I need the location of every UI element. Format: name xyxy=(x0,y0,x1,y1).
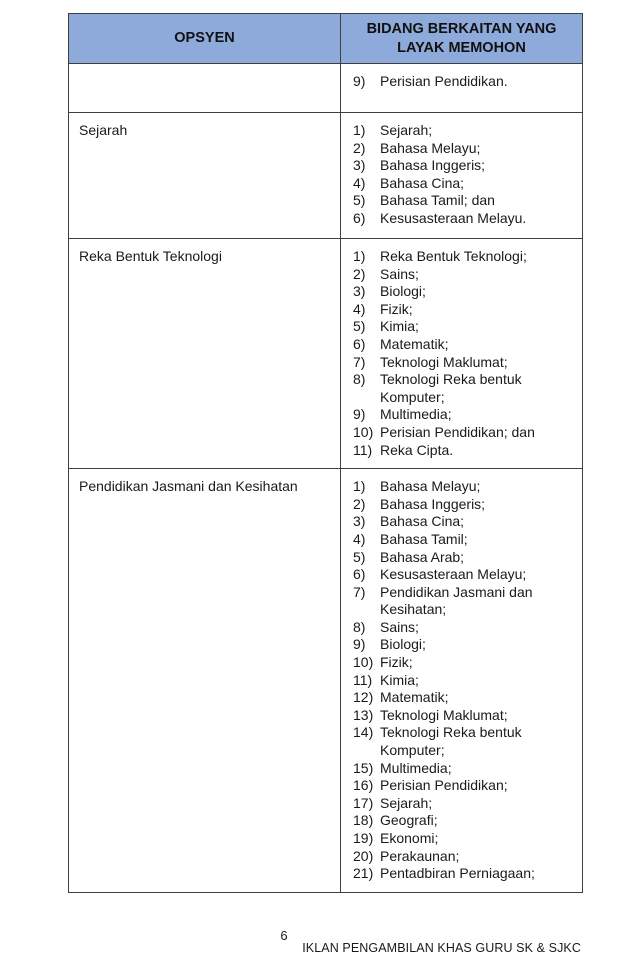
item-number: 1) xyxy=(353,478,366,495)
table-row xyxy=(69,239,583,469)
opsyen-cell-text: Sejarah xyxy=(79,122,128,138)
item-text: Perisian Pendidikan; dan xyxy=(380,423,535,440)
bidang-list-item xyxy=(353,777,574,795)
item-number: 11) xyxy=(353,441,373,458)
bidang-cell xyxy=(341,113,583,239)
item-number: 1) xyxy=(353,248,366,264)
bidang-cell xyxy=(341,469,583,893)
item-number: 6) xyxy=(353,566,366,583)
item-text: Kimia; xyxy=(380,318,419,335)
item-number: 5) xyxy=(353,318,366,335)
item-text: Teknologi Maklumat; xyxy=(380,353,508,370)
opsyen-bidang-table xyxy=(68,13,583,893)
item-text: Multimedia; xyxy=(380,759,452,776)
item-text: Fizik; xyxy=(380,654,413,671)
item-number: 16) xyxy=(353,777,374,794)
bidang-list-item xyxy=(353,336,574,354)
item-number: 21) xyxy=(353,865,374,882)
item-text: Bahasa Melayu; xyxy=(380,139,481,156)
item-text: Sains; xyxy=(380,265,419,282)
item-number: 9) xyxy=(353,636,366,653)
item-text: Biologi; xyxy=(380,636,426,653)
item-number: 8) xyxy=(353,371,366,388)
item-text: Bahasa Tamil; xyxy=(380,530,468,547)
item-number: 10) xyxy=(353,654,374,671)
opsyen-cell xyxy=(69,113,341,239)
item-number: 13) xyxy=(353,706,374,723)
item-text: Fizik; xyxy=(380,300,413,317)
item-text: Pentadbiran Perniagaan; xyxy=(380,865,535,882)
bidang-cell xyxy=(341,64,583,113)
item-number: 6) xyxy=(353,335,366,352)
item-text: Bahasa Melayu; xyxy=(380,478,481,495)
item-text: Sejarah; xyxy=(380,122,433,138)
opsyen-cell-text: Reka Bentuk Teknologi xyxy=(79,248,222,264)
item-number: 2) xyxy=(353,265,366,282)
item-text: Sains; xyxy=(380,618,419,635)
bidang-list-item xyxy=(353,795,574,813)
table-row xyxy=(69,64,583,113)
opsyen-cell xyxy=(69,239,341,469)
item-text: Perakaunan; xyxy=(380,847,460,864)
item-text: Sejarah; xyxy=(380,794,433,811)
bidang-list-item xyxy=(353,848,574,866)
item-text: Teknologi Maklumat; xyxy=(380,706,508,723)
bidang-list-item xyxy=(353,192,574,210)
item-number: 12) xyxy=(353,689,374,706)
bidang-list-item xyxy=(353,707,574,725)
item-text: Perisian Pendidikan; xyxy=(380,777,508,794)
bidang-list-item xyxy=(353,724,574,759)
item-number: 5) xyxy=(353,192,366,209)
item-text: Reka Cipta. xyxy=(380,441,454,458)
item-text: Perisian Pendidikan. xyxy=(380,73,508,89)
item-text: Teknologi Reka bentuk Komputer; xyxy=(380,371,522,405)
bidang-list-item xyxy=(353,636,574,654)
item-number: 11) xyxy=(353,671,373,688)
bidang-list-item xyxy=(353,672,574,690)
item-text: Bahasa Inggeris; xyxy=(380,157,486,174)
header-cell-opsyen: OPSYEN xyxy=(69,14,341,64)
bidang-list xyxy=(353,122,574,228)
bidang-list-item xyxy=(353,689,574,707)
item-number: 15) xyxy=(353,759,374,776)
item-number: 7) xyxy=(353,583,366,600)
bidang-list-item xyxy=(353,619,574,637)
opsyen-cell xyxy=(69,64,341,113)
bidang-list-item xyxy=(353,442,574,460)
bidang-list-item xyxy=(353,406,574,424)
item-number: 9) xyxy=(353,406,366,423)
item-number: 4) xyxy=(353,174,366,191)
item-number: 20) xyxy=(353,847,374,864)
bidang-list-item xyxy=(353,210,574,228)
item-number: 19) xyxy=(353,830,374,846)
bidang-list-item xyxy=(353,531,574,549)
page-number: 6 xyxy=(280,928,288,943)
bidang-list-item xyxy=(353,140,574,158)
item-text: Bahasa Cina; xyxy=(380,513,465,530)
bidang-list-item xyxy=(353,424,574,442)
table-row xyxy=(69,113,583,239)
item-text: Multimedia; xyxy=(380,406,452,423)
bidang-list-item xyxy=(353,566,574,584)
bidang-list-item xyxy=(353,513,574,531)
opsyen-cell-text: Pendidikan Jasmani dan Kesihatan xyxy=(79,478,298,495)
bidang-list xyxy=(353,248,574,459)
item-number: 7) xyxy=(353,353,366,370)
item-text: Matematik; xyxy=(380,335,449,352)
bidang-list-item xyxy=(353,354,574,372)
bidang-list-item xyxy=(353,496,574,514)
item-number: 8) xyxy=(353,618,366,635)
header-cell-bidang: BIDANG BERKAITAN YANG LAYAK MEMOHON xyxy=(341,14,583,64)
bidang-list-item xyxy=(353,549,574,567)
item-number: 4) xyxy=(353,300,366,317)
footer-caption: IKLAN PENGAMBILAN KHAS GURU SK & SJKC xyxy=(302,941,581,955)
item-number: 3) xyxy=(353,283,366,300)
item-number: 3) xyxy=(353,513,366,530)
item-number: 2) xyxy=(353,495,366,512)
bidang-list-item xyxy=(353,248,574,266)
bidang-list-item xyxy=(353,584,574,619)
bidang-list-item xyxy=(353,73,574,91)
item-text: Ekonomi; xyxy=(380,830,439,846)
item-number: 9) xyxy=(353,73,366,89)
item-text: Bahasa Tamil; dan xyxy=(380,192,495,209)
table-body xyxy=(69,64,583,893)
bidang-list-item xyxy=(353,318,574,336)
bidang-list xyxy=(353,73,574,91)
item-text: Teknologi Reka bentuk Komputer; xyxy=(380,724,522,759)
item-text: Reka Bentuk Teknologi; xyxy=(380,248,527,264)
item-text: Kimia; xyxy=(380,671,419,688)
item-text: Bahasa Cina; xyxy=(380,174,465,191)
item-number: 17) xyxy=(353,794,374,811)
item-number: 18) xyxy=(353,812,374,829)
bidang-list xyxy=(353,478,574,883)
bidang-cell xyxy=(341,239,583,469)
bidang-list-item xyxy=(353,760,574,778)
bidang-list-item xyxy=(353,654,574,672)
bidang-list-item xyxy=(353,175,574,193)
bidang-list-item xyxy=(353,301,574,319)
item-number: 10) xyxy=(353,423,374,440)
bidang-list-item xyxy=(353,830,574,848)
opsyen-cell xyxy=(69,469,341,893)
item-text: Bahasa Arab; xyxy=(380,548,465,565)
item-text: Bahasa Inggeris; xyxy=(380,495,486,512)
item-number: 14) xyxy=(353,724,374,741)
item-text: Kesusasteraan Melayu; xyxy=(380,566,527,583)
item-number: 5) xyxy=(353,548,366,565)
table-header xyxy=(69,14,583,64)
bidang-list-item xyxy=(353,122,574,140)
item-text: Pendidikan Jasmani dan Kesihatan; xyxy=(380,583,533,618)
item-number: 4) xyxy=(353,530,366,547)
bidang-list-item xyxy=(353,266,574,284)
item-text: Geografi; xyxy=(380,812,438,829)
item-number: 3) xyxy=(353,157,366,174)
bidang-list-item xyxy=(353,478,574,496)
item-text: Kesusasteraan Melayu. xyxy=(380,209,527,226)
item-number: 2) xyxy=(353,139,366,156)
table-row xyxy=(69,469,583,893)
bidang-list-item xyxy=(353,157,574,175)
item-number: 1) xyxy=(353,122,366,138)
bidang-list-item xyxy=(353,812,574,830)
item-text: Biologi; xyxy=(380,283,426,300)
bidang-list-item xyxy=(353,283,574,301)
item-text: Matematik; xyxy=(380,689,449,706)
bidang-list-item xyxy=(353,371,574,406)
item-number: 6) xyxy=(353,209,366,226)
bidang-list-item xyxy=(353,865,574,883)
